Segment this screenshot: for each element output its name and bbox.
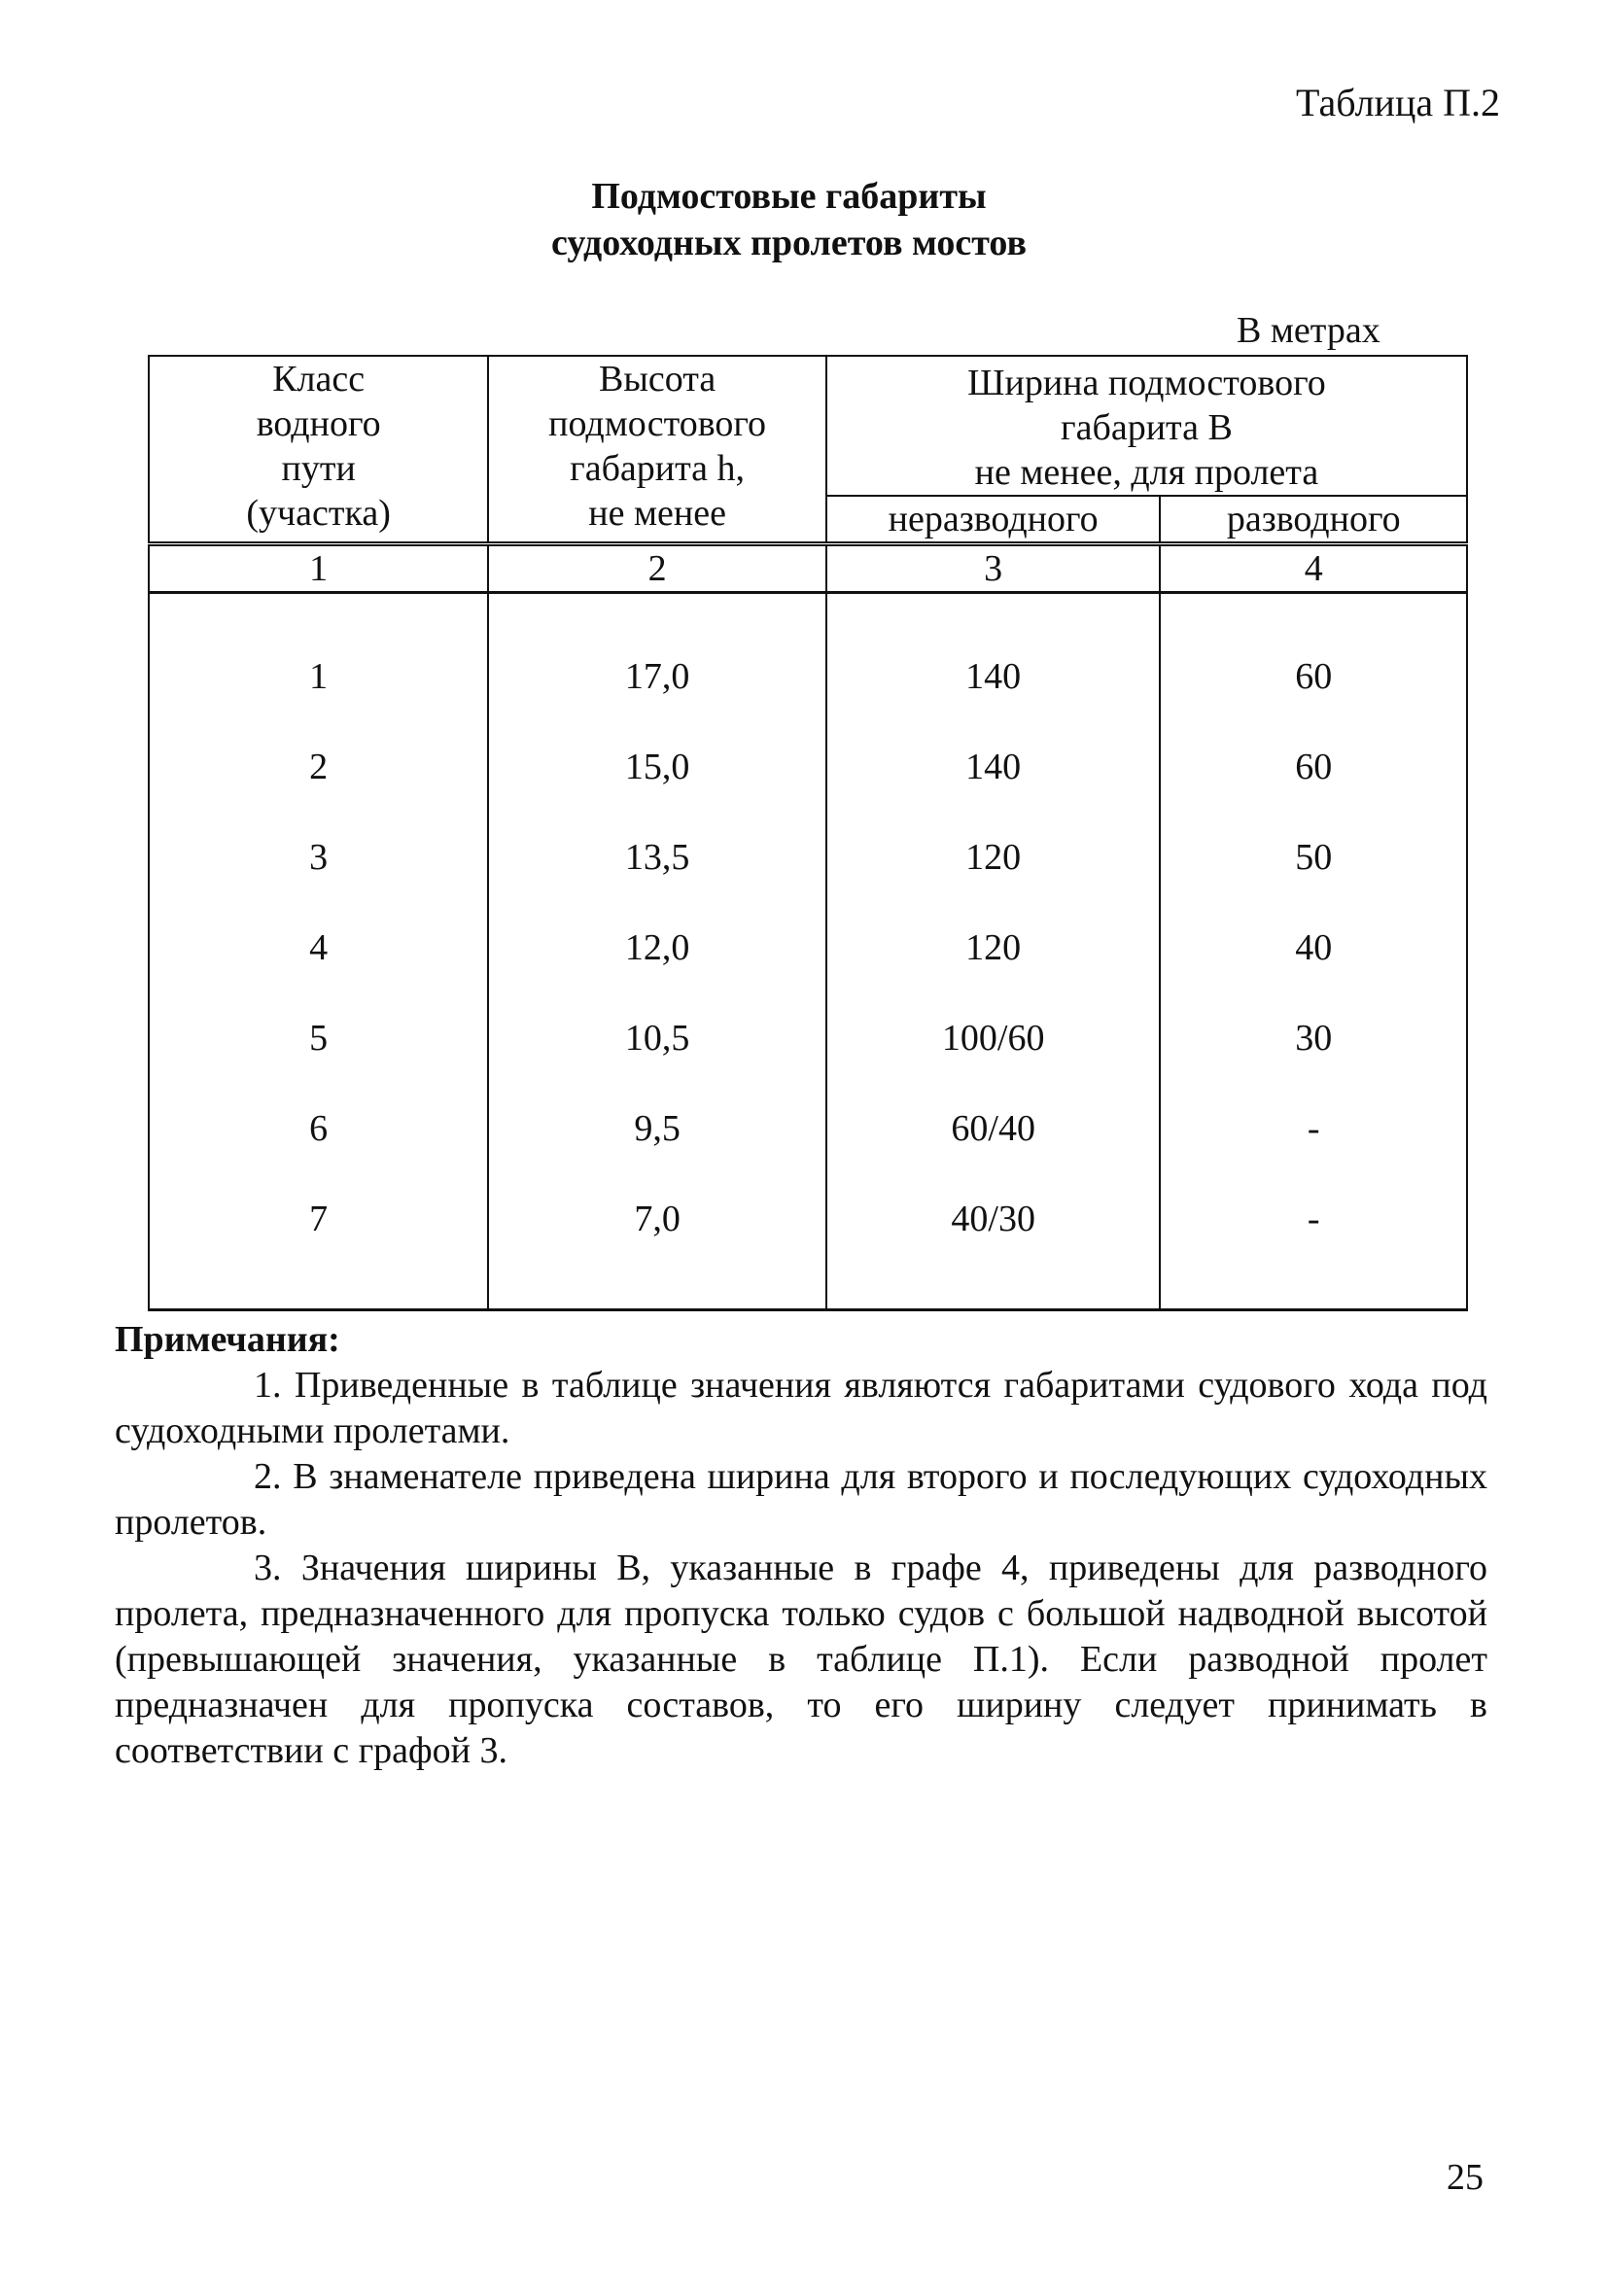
table-row: 4 12,0 120 40 [149,902,1467,992]
header-width: Ширина подмостового габарита B не менее, для пролета [826,356,1467,496]
table-title [0,173,1607,266]
notes-section [115,1317,1487,1774]
note-item: 3. Значения ширины B, указанные в графе 4, приведены для разводного пролета, предназначенного для пропуска только судов с большой надводной высотой (превышающей значения, указанные в таблице П.1). Если разводной пролет предназначен для пропуска составов, то его ширину следует принимать в соответствии с графой 3. [115,1548,1487,1771]
header-class: Класс водного пути (участка) [149,356,488,544]
table-label: Таблица П.2 [1296,81,1500,124]
units-label: В метрах [1237,310,1380,351]
header-nonmovable: неразводного [826,496,1161,544]
note-item: 1. Приведенные в таблице значения являются габаритами судового хода под судоходными пролетами. [115,1365,1487,1451]
table-title-line1: Подмостовые габариты [591,176,987,217]
header-height: Высота подмостового габарита h, не менее [488,356,826,544]
table-row: 7 7,0 40/30 - [149,1173,1467,1310]
clearance-table [148,355,1468,1311]
note-item: 2. В знаменателе приведена ширина для второго и последующих судоходных пролетов. [115,1456,1487,1543]
table-title-line2: судоходных пролетов мостов [551,223,1027,263]
header-movable: разводного [1160,496,1467,544]
column-number: 1 [149,544,488,593]
page-number: 25 [1447,2157,1484,2198]
table-row: 6 9,5 60/40 - [149,1083,1467,1173]
table-row: 2 15,0 140 60 [149,721,1467,812]
notes-title: Примечания: [115,1319,340,1360]
column-number: 4 [1160,544,1467,593]
column-number: 2 [488,544,826,593]
table-row: 5 10,5 100/60 30 [149,992,1467,1083]
column-number: 3 [826,544,1161,593]
table-row: 3 13,5 120 50 [149,812,1467,902]
table-row: 1 17,0 140 60 [149,593,1467,722]
